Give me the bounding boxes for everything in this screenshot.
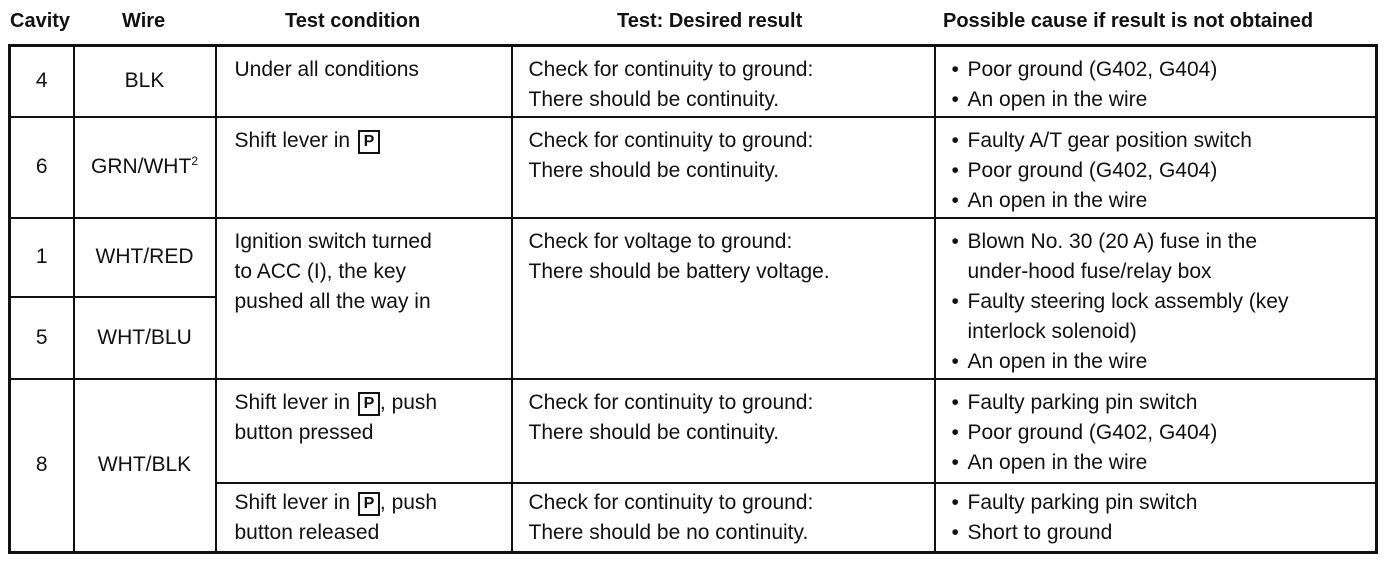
condition-suffix: , push (379, 390, 438, 414)
test-condition-cell (216, 379, 512, 483)
wire-cell: WHT/RED (74, 218, 216, 297)
possible-cause-cell (935, 46, 1377, 117)
test-condition-cell (216, 483, 512, 553)
table-row (10, 46, 1377, 117)
desired-result-cell (512, 218, 935, 379)
table-row (10, 483, 1377, 553)
cause-item: • Blown No. 30 (20 A) fuse in the (952, 227, 1376, 257)
cause-item: • An open in the wire (952, 448, 1376, 478)
table-row (10, 117, 1377, 218)
condition-text: Under all conditions (234, 58, 419, 81)
result-line: There should be battery voltage. (528, 259, 830, 283)
cause-item: • Poor ground (G402, G404) (952, 156, 1376, 186)
result-line: Check for continuity to ground: (528, 128, 814, 152)
cause-item: • An open in the wire (952, 347, 1376, 377)
header-test-condition: Test condition (285, 10, 421, 32)
result-line: Check for continuity to ground: (528, 390, 814, 414)
cause-continuation: interlock solenoid) (967, 319, 1137, 343)
park-position-box: P (358, 392, 380, 416)
cause-item: • Poor ground (G402, G404) (952, 418, 1376, 448)
condition-line (235, 388, 511, 418)
possible-cause-cell (935, 218, 1377, 379)
result-line: There should be no continuity. (528, 520, 809, 544)
condition-prefix: Shift lever in (234, 128, 351, 152)
result-line: There should be continuity. (528, 420, 780, 444)
cause-item: • An open in the wire (952, 85, 1376, 115)
cavity-cell: 6 (10, 117, 74, 218)
cause-continuation: under-hood fuse/relay box (967, 259, 1212, 283)
wire-cell: BLK (74, 46, 216, 117)
cause-item: • Poor ground (G402, G404) (952, 55, 1376, 85)
wire-cell (74, 117, 216, 218)
result-line: Check for voltage to ground: (528, 229, 793, 253)
cause-item: • Short to ground (952, 518, 1376, 548)
result-line: There should be continuity. (528, 88, 780, 111)
desired-result-cell (512, 46, 935, 117)
cause-item: • Faulty A/T gear position switch (952, 126, 1376, 156)
header-desired-result: Test: Desired result (617, 10, 803, 32)
cause-item: • An open in the wire (952, 186, 1376, 216)
table-row (10, 379, 1377, 483)
park-position-box: P (358, 492, 380, 516)
header-wire: Wire (122, 10, 166, 32)
condition-line: button released (234, 520, 380, 544)
cavity-cell: 8 (10, 379, 74, 553)
condition-line: button pressed (234, 420, 374, 444)
cavity-cell: 1 (10, 218, 74, 297)
condition-line: pushed all the way in (234, 289, 431, 313)
diagnostic-table (8, 44, 1378, 554)
test-condition-cell (216, 46, 512, 117)
possible-cause-cell (935, 379, 1377, 483)
wire-cell: WHT/BLK (74, 379, 216, 553)
condition-prefix: Shift lever in (234, 490, 351, 514)
header-possible-cause: Possible cause if result is not obtained (943, 10, 1314, 32)
header-cavity: Cavity (10, 10, 71, 32)
test-condition-cell (216, 218, 512, 379)
wire-cell: WHT/BLU (74, 297, 216, 379)
result-line: There should be continuity. (528, 158, 780, 182)
wire-footnote: 2 (191, 154, 198, 168)
desired-result-cell (512, 379, 935, 483)
test-condition-cell (216, 117, 512, 218)
condition-line (235, 488, 511, 518)
result-line: Check for continuity to ground: (528, 58, 814, 81)
condition-prefix: Shift lever in (234, 390, 351, 414)
desired-result-cell (512, 117, 935, 218)
cavity-cell: 4 (10, 46, 74, 117)
cause-item: • Faulty steering lock assembly (key (952, 287, 1376, 317)
desired-result-cell (512, 483, 935, 553)
cause-item: • Faulty parking pin switch (952, 488, 1376, 518)
cavity-cell: 5 (10, 297, 74, 379)
park-position-box: P (358, 130, 380, 154)
wire-label: GRN/WHT (90, 155, 192, 178)
condition-line: Ignition switch turned (234, 229, 432, 253)
condition-suffix: , push (379, 490, 438, 514)
result-line: Check for continuity to ground: (528, 490, 814, 514)
condition-line: to ACC (I), the key (234, 259, 407, 283)
condition-text (235, 126, 511, 156)
possible-cause-cell (935, 117, 1377, 218)
cause-item: • Faulty parking pin switch (952, 388, 1376, 418)
possible-cause-cell (935, 483, 1377, 553)
table-row (10, 218, 1377, 297)
